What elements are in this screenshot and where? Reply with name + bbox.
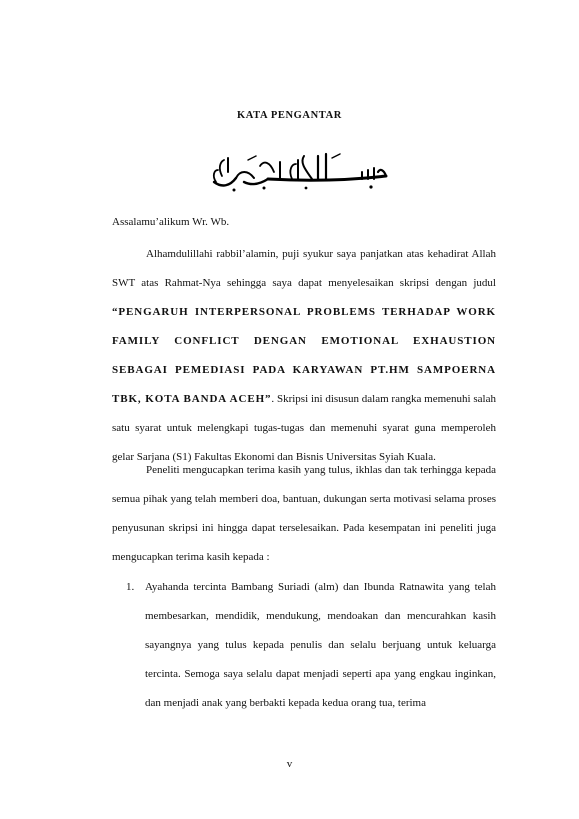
paragraph-acknowledgement: Peneliti mengucapkan terima kasih yang tulus, ikhlas dan tak terhingga kepada semua pihak yang telah memberi doa, bantuan, dukungan serta motivasi selama proses penyusunan skripsi ini hingga dapat terselesaikan. Pada kesempatan ini peneliti juga mengucapkan terima kasih kepada :: [112, 464, 496, 563]
paragraph-opening-rest: . Skripsi ini disusun dalam rangka memenuhi salah satu syarat untuk melengkapi tugas-tugas dan memenuhi syarat guna memperoleh gelar Sarjana (S1) Fakultas Ekonomi dan Bisnis Universitas Syiah Kuala.: [112, 393, 496, 463]
page-number: v: [286, 758, 293, 770]
paragraph-opening: [112, 240, 496, 472]
salutation: Assalamu’alikum Wr. Wb.: [112, 216, 230, 228]
paragraph-opening-intro: Alhamdulillahi rabbil’alamin, puji syukur saya panjatkan atas kehadirat Allah SWT atas Rahmat-Nya sehingga saya dapat menyelesaikan skripsi dengan judul: [112, 248, 496, 289]
basmala-calligraphy-image: [208, 148, 390, 194]
thesis-title: “PENGARUH INTERPERSONAL PROBLEMS TERHADAP WORK FAMILY CONFLICT DENGAN EMOTIONAL EXHAUSTION SEBAGAI PEMEDIASI PADA KARYAWAN PT.HM SAMPOERNA TBK, KOTA BANDA ACEH”: [112, 306, 496, 405]
list-item: [112, 573, 496, 718]
page-title: KATA PENGANTAR: [237, 110, 342, 121]
list-item-text: Ayahanda tercinta Bambang Suriadi (alm) dan Ibunda Ratnawita yang telah membesarkan, mendidik, mendukung, mendoakan dan mencurahkan kasih sayangnya yang tulus kepada penulis dan selalu berjuang untuk keluarga tercinta. Semoga saya selalu dapat menjadi seperti apa yang engkau inginkan, dan menjadi anak yang berbakti kepada kedua orang tua, terima: [145, 581, 496, 709]
list-item-number: 1.: [126, 581, 135, 593]
acknowledgement-list: [112, 573, 496, 718]
